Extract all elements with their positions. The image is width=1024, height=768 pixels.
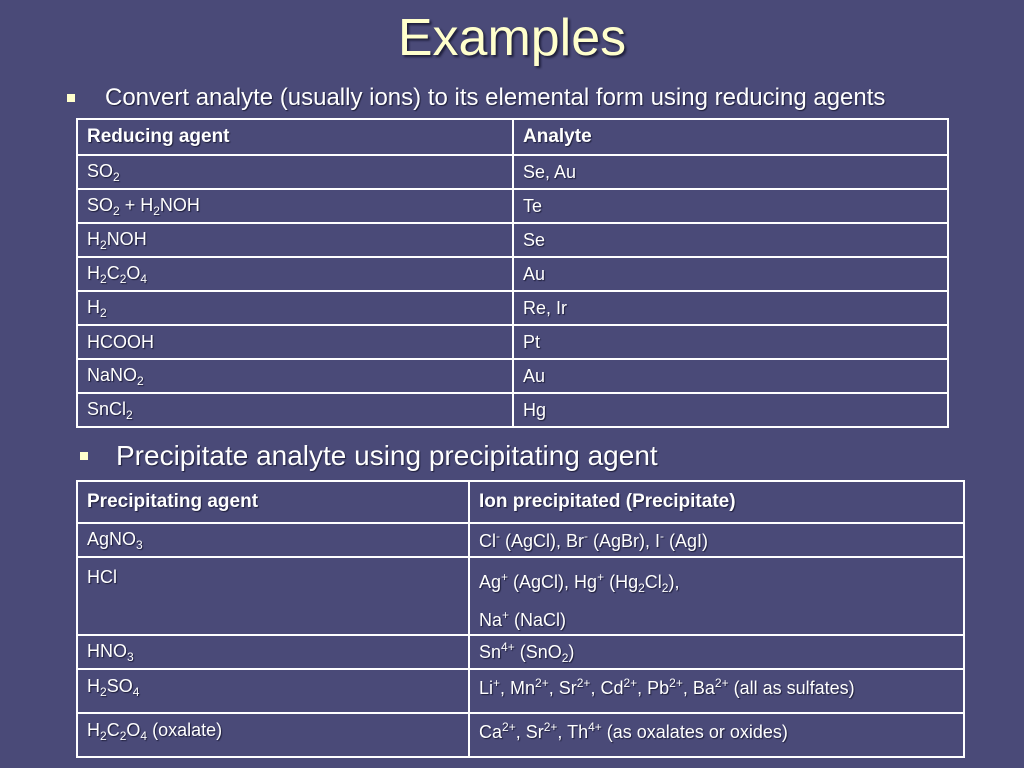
- table-row: [77, 635, 964, 669]
- table-row: [77, 189, 948, 223]
- reducing-agent-cell: NaNO$_2$: [77, 359, 513, 393]
- precipitating-agent-cell: $H_2SO_4$: [77, 669, 469, 713]
- reducing-agent-cell: $SO_2$: [77, 155, 513, 189]
- bullet-reducing: [67, 84, 885, 112]
- table-row: [77, 325, 948, 359]
- reducing-agent-cell: HCOOH: [77, 325, 513, 359]
- header-precipitating-agent: Precipitating agent: [77, 481, 469, 523]
- reducing-agent-cell: $H_2NOH$: [77, 223, 513, 257]
- ion-precipitated-cell: Li+, $Mn^{2+}$, $Sr^{2+}$, $Cd^{2+}$, $Pb^{2+}$, $Ba^{2+}$ (all as sulfates): [469, 669, 964, 713]
- analyte-cell: Hg: [513, 393, 948, 427]
- table-row: [77, 359, 948, 393]
- header-analyte: Analyte: [513, 119, 948, 155]
- header-reducing-agent: Reducing agent: [77, 119, 513, 155]
- bullet-reducing-text: Convert analyte (usually ions) to its elemental form using reducing agents: [105, 84, 886, 111]
- table-row: [77, 291, 948, 325]
- slide-title: Examples: [397, 9, 627, 67]
- precipitating-agent-cell: $HNO_3$: [77, 635, 469, 669]
- analyte-cell: Pt: [513, 325, 948, 359]
- analyte-cell: Au: [513, 257, 948, 291]
- analyte-cell: Re, Ir: [513, 291, 948, 325]
- ion-precipitated-cell: $Ca^{2+}$, $Sr^{2+}$, $Th^{4+}$ (as oxalates or oxides): [469, 713, 964, 757]
- ion-precipitated-cell: Ag+ (AgCl), Hg+ $(Hg_2Cl_2)$, Na+ (NaCl): [469, 557, 964, 635]
- bullet-precipitating: [80, 440, 658, 472]
- precipitating-agent-cell: HCl: [77, 557, 469, 635]
- reducing-agent-table: [76, 118, 949, 428]
- analyte-cell: Te: [513, 189, 948, 223]
- table-row: [77, 257, 948, 291]
- precipitating-agent-table: [76, 480, 965, 758]
- table-row: [77, 523, 964, 557]
- precipitating-agent-cell: AgNO$_3$: [77, 523, 469, 557]
- square-bullet-icon: [80, 452, 88, 460]
- analyte-cell: Se: [513, 223, 948, 257]
- analyte-cell: Au: [513, 359, 948, 393]
- analyte-cell: Se, Au: [513, 155, 948, 189]
- square-bullet-icon: [67, 94, 75, 102]
- table-row: [77, 669, 964, 713]
- table-row: [77, 223, 948, 257]
- table-row: [77, 393, 948, 427]
- reducing-agent-cell: $H_2$: [77, 291, 513, 325]
- reducing-agent-cell: $SO_2 + H_2NOH$: [77, 189, 513, 223]
- reducing-agent-cell: SnCl$_2$: [77, 393, 513, 427]
- table-row: [77, 557, 964, 635]
- reducing-agent-cell: $H_2C_2O_4$: [77, 257, 513, 291]
- ion-precipitated-cell: $Sn^{4+}$ (SnO$_2$): [469, 635, 964, 669]
- ion-precipitated-cell: Cl- (AgCl), Br- (AgBr), I- (AgI): [469, 523, 964, 557]
- table-row: [77, 713, 964, 757]
- bullet-precipitating-text: Precipitate analyte using precipitating agent: [116, 440, 658, 471]
- table-row: [77, 155, 948, 189]
- precipitating-agent-cell: $H_2C_2O_4$ (oxalate): [77, 713, 469, 757]
- header-ion-precipitated: Ion precipitated (Precipitate): [469, 481, 964, 523]
